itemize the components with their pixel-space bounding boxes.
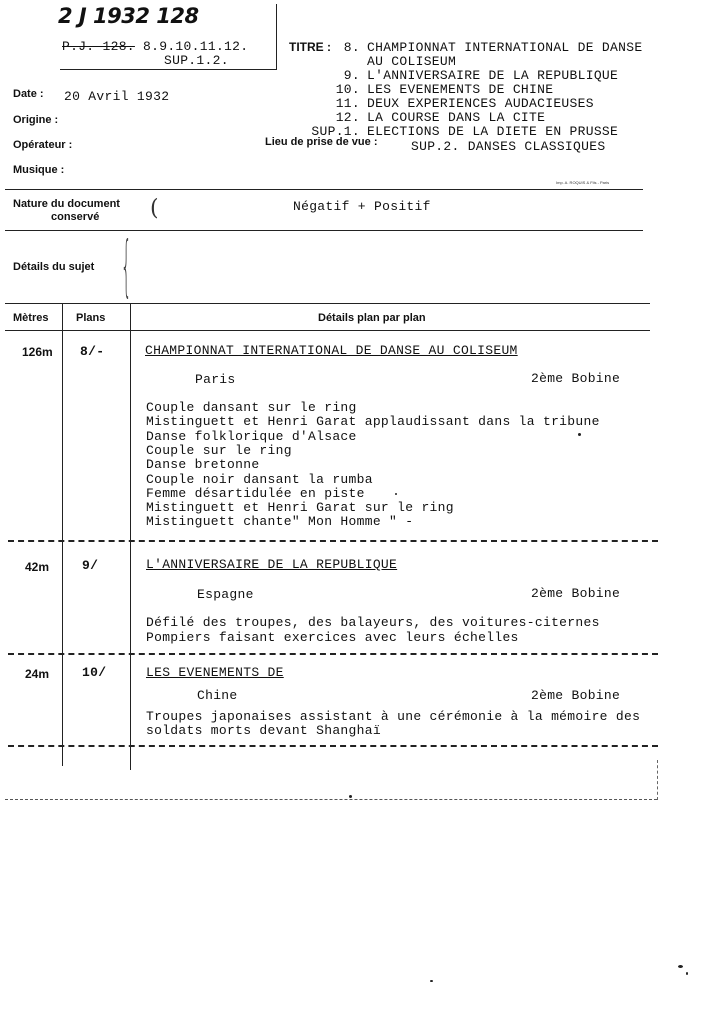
titre-num-0: 8.	[343, 40, 360, 55]
titre-text-6: ELECTIONS DE LA DIETE EN PRUSSE	[367, 124, 619, 139]
reference-numbers: 8.9.10.11.12.	[143, 39, 249, 54]
row-title: CHAMPIONNAT INTERNATIONAL DE DANSE AU COLISEUM	[145, 343, 518, 358]
col-metres: Mètres	[13, 312, 49, 324]
row-metres: 42m	[25, 560, 50, 574]
row-bobine: 2ème Bobine	[531, 688, 621, 703]
date-label: Date :	[13, 88, 44, 100]
bottom-rule	[5, 799, 657, 800]
sujet-brace: {	[121, 227, 132, 304]
date-value: 20 Avril 1932	[64, 89, 170, 104]
musique-label: Musique :	[13, 164, 65, 176]
sujet-label: Détails du sujet	[13, 261, 95, 273]
lieu-label: Lieu de prise de vue :	[265, 136, 378, 148]
row-separator	[8, 653, 658, 655]
scan-speck	[678, 965, 683, 968]
row-line: Mistinguett et Henri Garat applaudissant dans la tribune	[146, 414, 600, 429]
titre-num-3: 10.	[335, 82, 360, 97]
col-divider-1	[62, 304, 63, 766]
nature-label: Nature du document conservé	[13, 198, 120, 223]
lieu-value: SUP.2. DANSES CLASSIQUES	[411, 139, 606, 154]
row-bobine: 2ème Bobine	[531, 371, 621, 386]
row-metres: 126m	[22, 345, 53, 359]
nature-value: Négatif + Positif	[293, 199, 431, 214]
row-place: Espagne	[197, 587, 254, 602]
nature-brace: (	[150, 196, 159, 221]
titre-num-5: 12.	[335, 110, 360, 125]
titre-num-2: 9.	[343, 68, 360, 83]
titre-text-0: CHAMPIONNAT INTERNATIONAL DE DANSE	[367, 40, 643, 55]
row-line: Danse folklorique d'Alsace	[146, 429, 357, 444]
row-metres: 24m	[25, 667, 50, 681]
operateur-label: Opérateur :	[13, 139, 73, 151]
row-plans: 9/	[82, 558, 99, 573]
titre-text-1: AU COLISEUM	[367, 54, 457, 69]
handwritten-reference: 2 J 1932 128	[58, 4, 199, 28]
scan-speck	[686, 972, 688, 975]
row-separator	[8, 745, 658, 747]
row-line: Couple noir dansant la rumba	[146, 472, 373, 487]
row-line: Danse bretonne	[146, 457, 260, 472]
row-line: Troupes japonaises assistant à une cérémonie à la mémoire des	[146, 709, 641, 724]
row-separator	[8, 540, 658, 542]
reference-sup: SUP.1.2.	[164, 53, 229, 68]
titre-text-2: L'ANNIVERSAIRE DE LA REPUBLIQUE	[367, 68, 619, 83]
row-plans: 8/-	[80, 344, 105, 359]
printer-mark: Imp. A. ROQUIS & Fils - Paris	[556, 180, 610, 185]
titre-num-4: 11.	[335, 96, 360, 111]
titre-num-6: SUP.1.	[311, 124, 360, 139]
row-bobine: 2ème Bobine	[531, 586, 621, 601]
row-line: Pompiers faisant exercices avec leurs échelles	[146, 630, 519, 645]
titre-text-5: LA COURSE DANS LA CITE	[367, 110, 546, 125]
row-title: L'ANNIVERSAIRE DE LA REPUBLIQUE	[146, 557, 398, 572]
row-title: LES EVENEMENTS DE	[146, 665, 284, 680]
row-plans: 10/	[82, 665, 107, 680]
row-line: Couple dansant sur le ring	[146, 400, 357, 415]
row-line: Couple sur le ring	[146, 443, 292, 458]
col-divider-2	[130, 304, 131, 770]
titre-label: TITRE :	[289, 40, 331, 54]
titre-text-3: LES EVENEMENTS DE CHINE	[367, 82, 554, 97]
row-place: Chine	[197, 688, 238, 703]
row-line: Mistinguett et Henri Garat sur le ring	[146, 500, 454, 515]
scan-speck	[395, 493, 397, 495]
scan-speck	[430, 980, 433, 982]
row-place: Paris	[195, 372, 236, 387]
row-line: Mistinguett chante" Mon Homme " -	[146, 514, 414, 529]
struck-reference: P.J. 128.	[62, 39, 135, 54]
col-plans: Plans	[76, 312, 106, 324]
col-details: Détails plan par plan	[318, 312, 426, 324]
row-line: Défilé des troupes, des balayeurs, des voitures-citernes	[146, 615, 600, 630]
origine-label: Origine :	[13, 114, 59, 126]
scan-speck	[349, 795, 352, 798]
row-line: Femme désartidulée en piste	[146, 486, 365, 501]
row-line: soldats morts devant Shanghaï	[146, 723, 381, 738]
titre-text-4: DEUX EXPERIENCES AUDACIEUSES	[367, 96, 594, 111]
scan-speck	[578, 433, 581, 436]
